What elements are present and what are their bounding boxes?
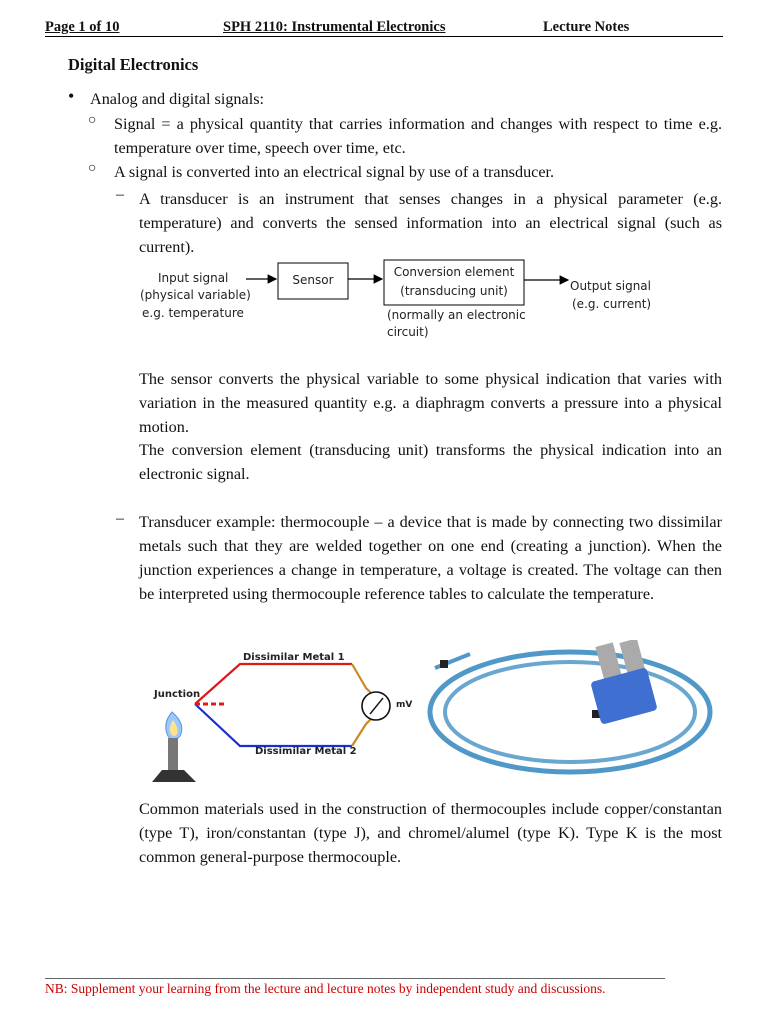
transducer-definition: A transducer is an instrument that senses changes in a physical parameter (e.g. temperature) and converts the sensed information into an electrical signal (such as current). [139, 190, 722, 256]
section-title: Digital Electronics [68, 55, 199, 74]
meter-lead-lower [352, 718, 372, 746]
conversion-note: (normally an electronic [387, 308, 526, 322]
conversion-description: The conversion element (transducing unit) transforms the physical indication into an electronic signal. [139, 441, 722, 483]
input-signal-example: e.g. temperature [142, 306, 244, 320]
meter-lead-upper [352, 664, 372, 694]
course-title: SPH 2110: Instrumental Electronics [223, 19, 446, 35]
cable-clip [440, 660, 448, 668]
input-signal-label: Input signal [158, 271, 229, 285]
thermocouple-description: Transducer example: thermocouple – a device that is made by connecting two dissimilar metals such that they are welded together on one end (creating a junction). When the junction experiences a change in temperature, a voltage is created. The voltage can then be interpreted using thermocouple reference tables to calculate the temperature. [139, 513, 722, 603]
connector-plug-icon [590, 667, 657, 725]
conversion-element-sublabel: (transducing unit) [400, 284, 508, 298]
dash-marker: – [116, 186, 124, 203]
burner-tube [168, 738, 178, 772]
thermocouple-figure [140, 640, 730, 790]
conversion-element-label: Conversion element [393, 265, 515, 279]
metal2-label: Dissimilar Metal 2 [255, 746, 357, 757]
metal2-wire [195, 704, 352, 746]
sensor-label: Sensor [292, 273, 334, 287]
transducer-block-diagram [120, 250, 680, 350]
thermocouple-illustration [140, 640, 730, 790]
metal1-label: Dissimilar Metal 1 [243, 652, 345, 663]
bullet-circle-icon: ○ [88, 161, 97, 176]
document-type: Lecture Notes [543, 19, 630, 35]
dash-marker: – [116, 510, 124, 527]
junction-label: Junction [154, 689, 201, 700]
bullet-disc-icon: • [68, 86, 75, 106]
footer-divider [45, 978, 665, 979]
metal1-wire [195, 664, 352, 704]
bullet-transducer-conversion: A signal is converted into an electrical signal by use of a transducer. [114, 163, 555, 181]
output-signal-label: Output signal [570, 279, 651, 293]
sensor-description: The sensor converts the physical variable to some physical indication that varies with variation in the measured quantity e.g. a diaphragm converts a pressure into a physical motion. [139, 370, 722, 436]
conversion-note-line2: circuit) [387, 325, 429, 339]
thermocouple-materials: Common materials used in the construction of thermocouples include copper/constantan (type T), iron/constantan (type J), and chromel/alumel (type K). Type K is the most common general-purpose thermocouple. [139, 800, 722, 866]
footer-note: NB: Supplement your learning from the lecture and lecture notes by independent study and discussions. [45, 981, 606, 996]
thermocouple-cable [430, 652, 710, 772]
bullet-circle-icon: ○ [88, 113, 97, 128]
bullet-analog-digital: Analog and digital signals: [90, 90, 264, 108]
page-header [45, 18, 723, 37]
input-signal-label-line2: (physical variable) [140, 288, 251, 302]
burner-base [152, 770, 196, 782]
page-number: Page 1 of 10 [45, 19, 120, 35]
millivolt-unit-label: mV [396, 700, 413, 710]
bullet-signal-definition: Signal = a physical quantity that carries information and changes with respect to time e.g. temperature over time, speech over time, etc. [114, 115, 722, 157]
output-signal-example: (e.g. current) [572, 297, 652, 311]
thermocouple-cable-inner [445, 662, 695, 762]
